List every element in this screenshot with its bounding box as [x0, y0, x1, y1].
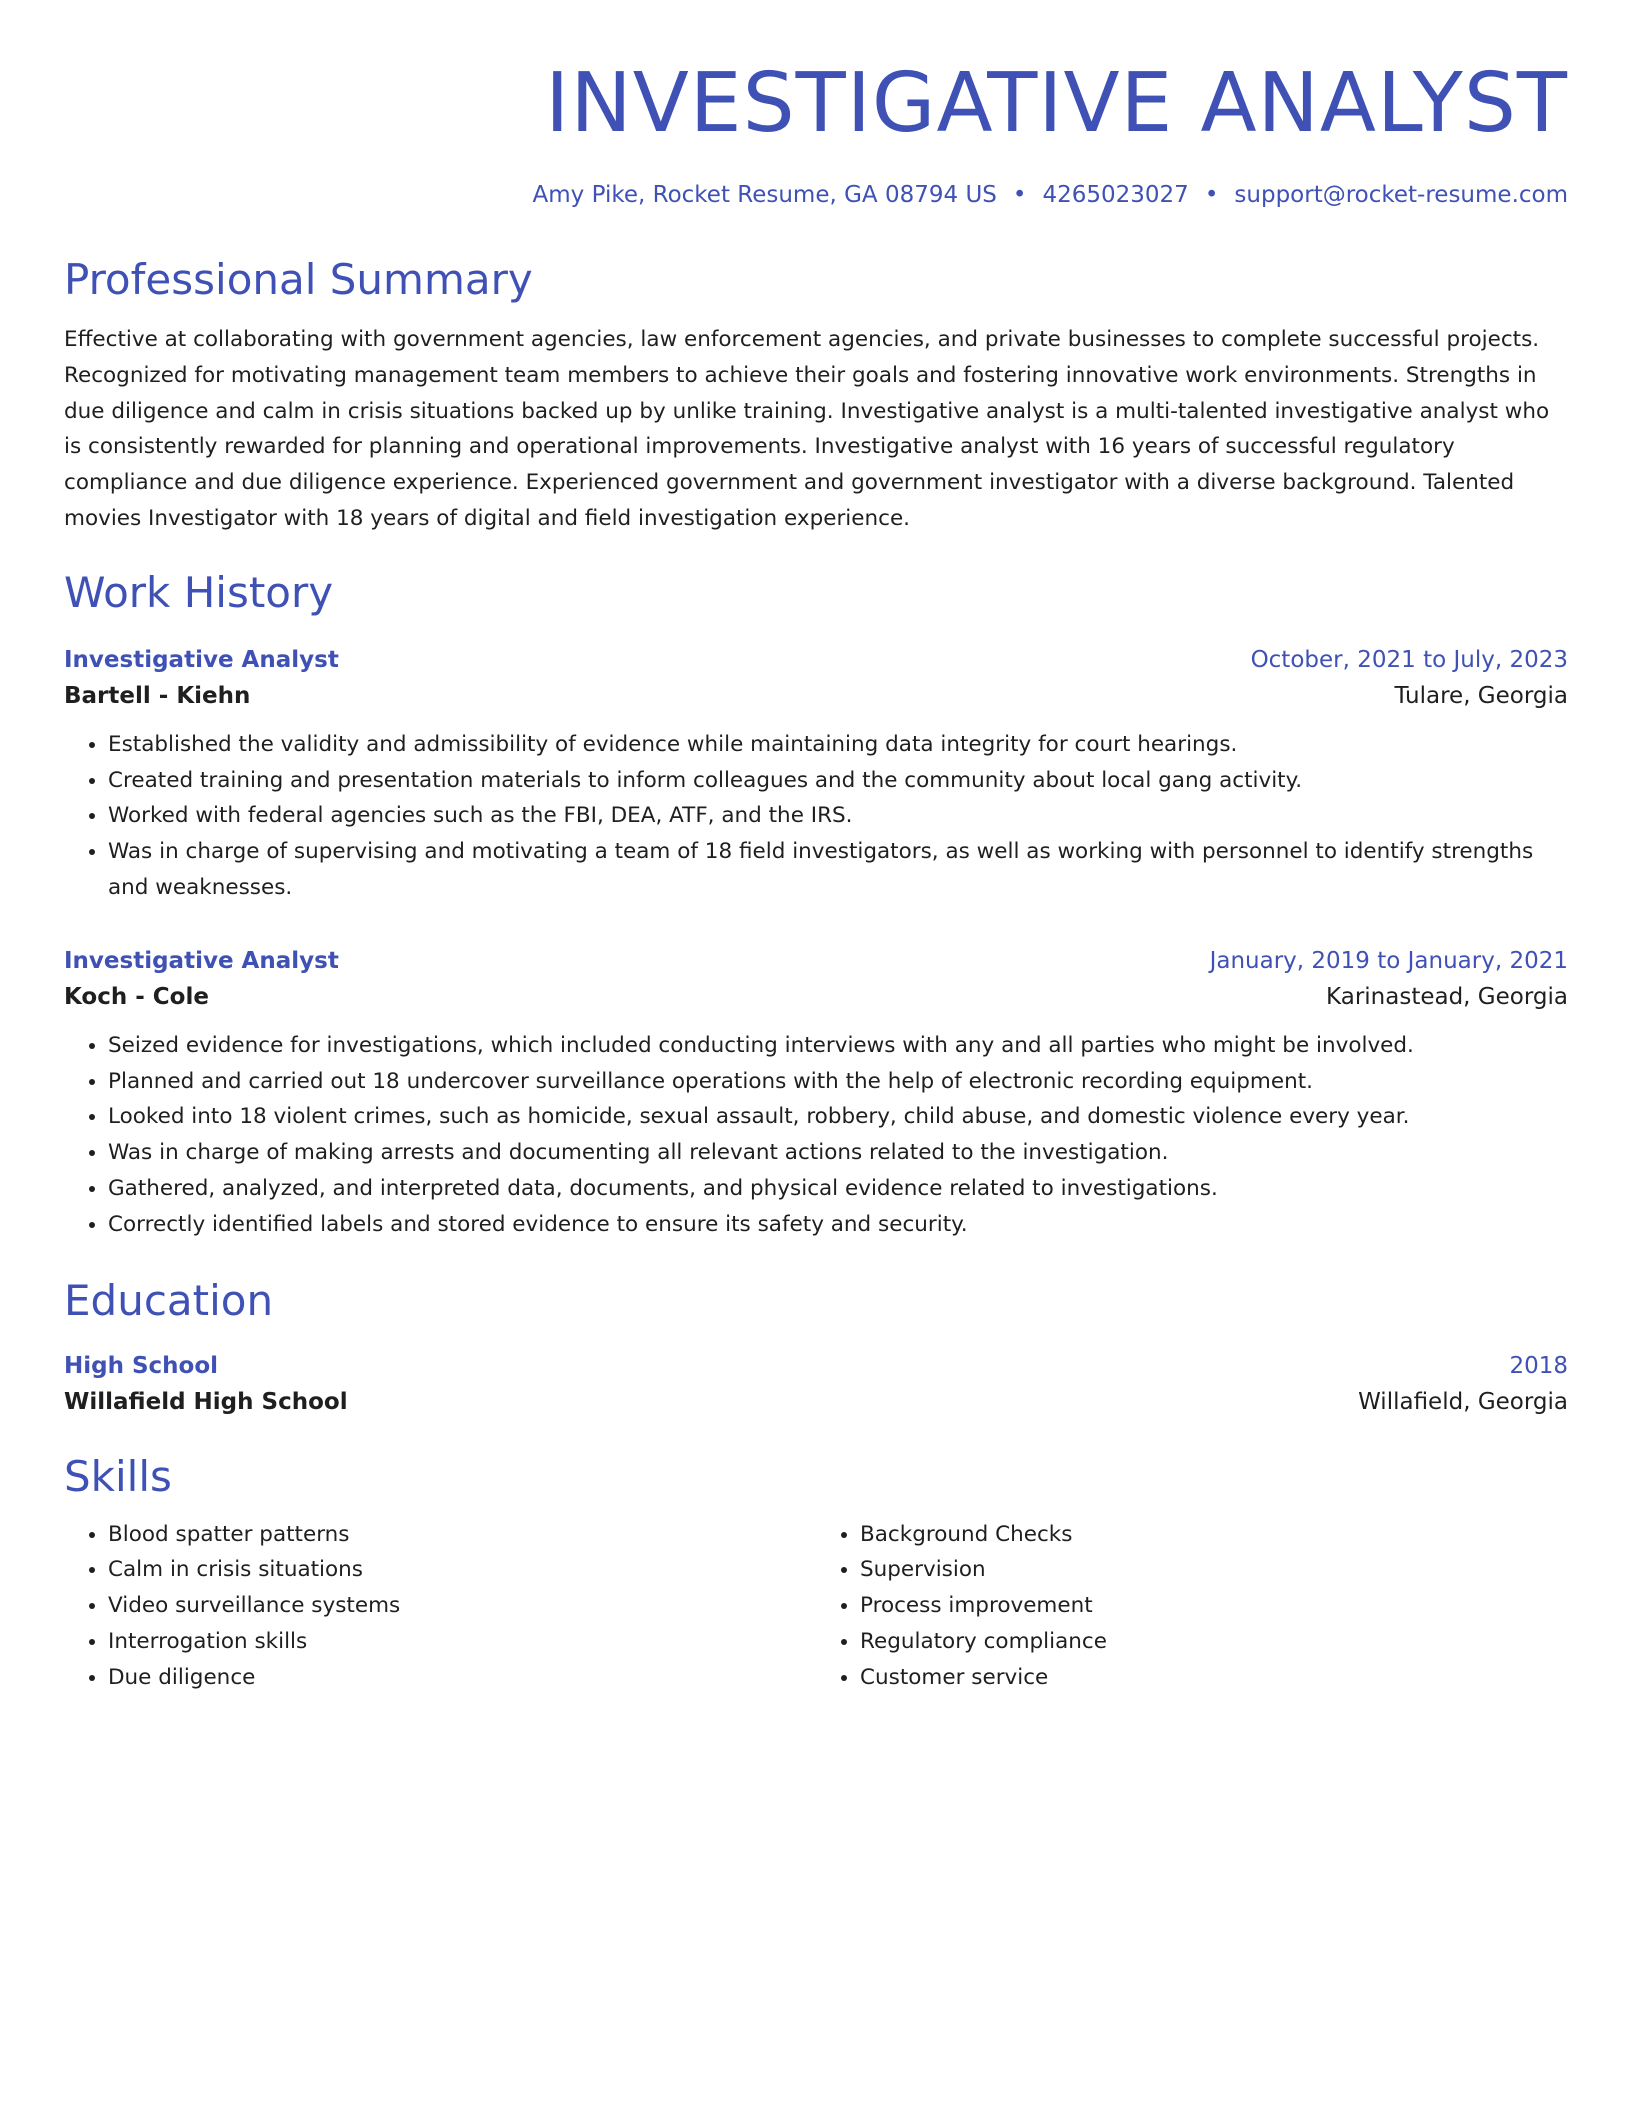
- skill-item: • Background Checks: [860, 1517, 1568, 1553]
- education-degree: High School: [64, 1352, 219, 1379]
- skill-item: • Process improvement: [860, 1588, 1568, 1624]
- education-location: Willafield, Georgia: [1358, 1388, 1568, 1415]
- skills-column-left: [64, 1517, 816, 1696]
- job-bullet: • Established the validity and admissibility of evidence while maintaining data integrity for court hearings.: [108, 727, 1568, 763]
- job-role: Investigative Analyst: [64, 947, 339, 974]
- job-bullet-list: [64, 727, 1568, 906]
- skills-column-right: [816, 1517, 1568, 1696]
- job-entry: [64, 643, 1568, 906]
- education-section: [64, 1275, 1568, 1421]
- job-bullet: • Was in charge of supervising and motivating a team of 18 field investigators, as well as working with personnel to identify strengths and weaknesses.: [108, 834, 1568, 906]
- job-dates: January, 2019 to January, 2021: [1209, 947, 1568, 974]
- skill-item: • Blood spatter patterns: [108, 1517, 816, 1553]
- section-heading-work: Work History: [64, 567, 334, 617]
- job-location: Tulare, Georgia: [1394, 682, 1568, 709]
- skills-list: [816, 1517, 1568, 1696]
- job-bullet: • Created training and presentation materials to inform colleagues and the community about local gang activity.: [108, 763, 1568, 799]
- skills-list: [64, 1517, 816, 1696]
- job-bullet: • Planned and carried out 18 undercover surveillance operations with the help of electronic recording equipment.: [108, 1064, 1568, 1100]
- resume-header: [64, 56, 1568, 210]
- skill-item: • Regulatory compliance: [860, 1624, 1568, 1660]
- skills-section: [64, 1451, 1568, 1696]
- skill-item: • Customer service: [860, 1660, 1568, 1696]
- skills-grid: [64, 1517, 1568, 1696]
- job-role: Investigative Analyst: [64, 646, 339, 673]
- job-company: Koch - Cole: [64, 983, 209, 1010]
- skill-item: • Due diligence: [108, 1660, 816, 1696]
- job-bullet: • Correctly identified labels and stored evidence to ensure its safety and security.: [108, 1207, 1568, 1243]
- contact-phone: 4265023027: [1042, 182, 1189, 208]
- job-company-row: [64, 978, 1568, 1016]
- education-school: Willafield High School: [64, 1388, 348, 1415]
- contact-address: Amy Pike, Rocket Resume, GA 08794 US: [532, 182, 997, 208]
- skill-item: • Interrogation skills: [108, 1624, 816, 1660]
- resume-title: INVESTIGATIVE ANALYST: [545, 56, 1568, 151]
- professional-summary-section: [64, 254, 1568, 537]
- contact-email: support@rocket-resume.com: [1234, 182, 1568, 208]
- job-header-row: [64, 643, 1568, 677]
- education-header-row: [64, 1349, 1568, 1383]
- contact-line: [64, 180, 1568, 210]
- work-history-section: [64, 567, 1568, 1243]
- job-dates: October, 2021 to July, 2023: [1250, 646, 1568, 673]
- job-bullet-list: [64, 1028, 1568, 1243]
- job-bullet: • Seized evidence for investigations, which included conducting interviews with any and all parties who might be involved.: [108, 1028, 1568, 1064]
- job-bullet: • Worked with federal agencies such as the FBI, DEA, ATF, and the IRS.: [108, 798, 1568, 834]
- job-company-row: [64, 677, 1568, 715]
- education-entry: [64, 1349, 1568, 1421]
- skill-item: • Video surveillance systems: [108, 1588, 816, 1624]
- job-bullet: • Was in charge of making arrests and documenting all relevant actions related to the investigation.: [108, 1135, 1568, 1171]
- summary-text: Effective at collaborating with government agencies, law enforcement agencies, and private businesses to complete successful projects. Recognized for motivating management team members to achieve their goals and fostering innovative work environments. Strengths in due diligence and calm in crisis situations backed up by unlike training. Investigative analyst is a multi-talented investigative analyst who is consistently rewarded for planning and operational improvements. Investigative analyst with 16 years of successful regulatory compliance and due diligence experience. Experienced government and government investigator with a diverse background. Talented movies Investigator with 18 years of digital and field investigation experience.: [64, 327, 1550, 531]
- section-heading-skills: Skills: [64, 1451, 172, 1501]
- section-heading-education: Education: [64, 1275, 274, 1325]
- contact-separator: •: [1012, 182, 1027, 208]
- education-year: 2018: [1509, 1352, 1568, 1379]
- education-school-row: [64, 1383, 1568, 1421]
- job-entry: [64, 944, 1568, 1243]
- job-company: Bartell - Kiehn: [64, 682, 251, 709]
- job-location: Karinastead, Georgia: [1326, 983, 1568, 1010]
- job-bullet: • Gathered, analyzed, and interpreted data, documents, and physical evidence related to investigations.: [108, 1171, 1568, 1207]
- contact-separator: •: [1204, 182, 1219, 208]
- job-header-row: [64, 944, 1568, 978]
- section-heading-summary: Professional Summary: [64, 255, 533, 304]
- skill-item: • Calm in crisis situations: [108, 1552, 816, 1588]
- skill-item: • Supervision: [860, 1552, 1568, 1588]
- job-bullet: • Looked into 18 violent crimes, such as homicide, sexual assault, robbery, child abuse, and domestic violence every year.: [108, 1099, 1568, 1135]
